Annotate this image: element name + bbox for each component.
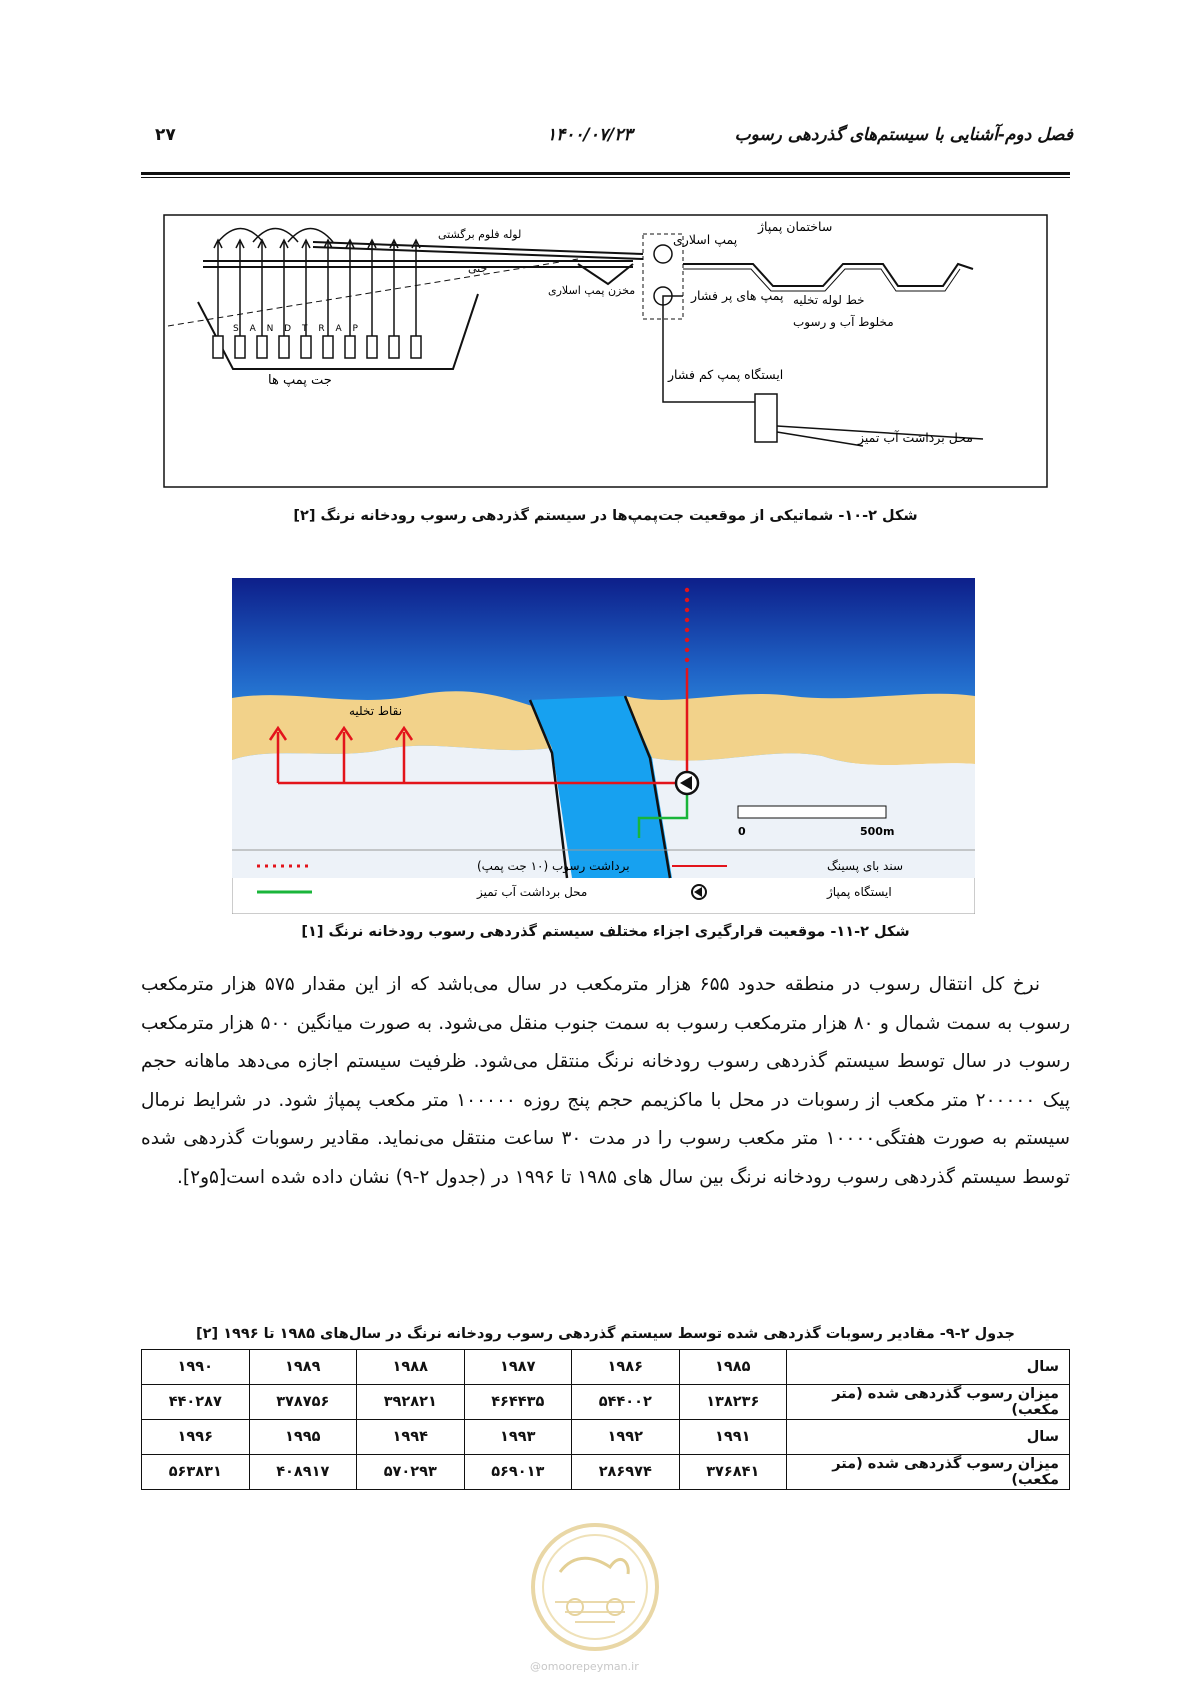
body-paragraph	[141, 966, 1070, 1197]
watermark-text: @omoorepeyman.ir	[530, 1660, 639, 1673]
value-cell: ۱۹۹۴	[357, 1420, 465, 1455]
label-pumphouse: ساختمان پمپاژ	[758, 219, 833, 234]
jet-pump-body	[235, 336, 245, 358]
scale-zero: 0	[738, 825, 746, 838]
value-cell: ۳۷۶۸۴۱	[679, 1455, 787, 1490]
publisher-logo	[520, 1512, 670, 1662]
header-date: ۱۴۰۰/۰۷/۲۳	[547, 125, 633, 145]
scale-max: 500m	[860, 825, 895, 838]
row-label-cell: سال	[787, 1350, 1070, 1385]
sediment-intake-dot	[685, 618, 689, 622]
legend-bypass: سند بای پسینگ	[827, 859, 904, 873]
value-cell: ۵۴۴۰۰۲	[572, 1385, 680, 1420]
paragraph-text: نرخ کل انتقال رسوب در منطقه حدود ۶۵۵ هزار مترمکعب در سال می‌باشد که از این مقدار ۵۷۵ هزار مترمکعب رسوب به سمت شمال و ۸۰ هزار مترمکعب رسوب به سمت جنوب منقل می‌شود. به صورت میانگین ۵۰۰ هزار مترمکعب رسوب در سال توسط سیستم گذردهی رسوب رودخانه نرنگ منتقل می‌شود. ظرفیت سیستم اجازه می‌دهد ماهانه حجم پیک ۲۰۰۰۰۰ متر مکعب از رسوبات در محل با ماکزیمم حجم پنج روزه ۱۰۰۰۰۰ متر مکعب پمپاژ شود. در شرایط نرمال سیستم به صورت هفتگی۱۰۰۰۰ متر مکعب رسوب را در مدت ۳۰ ساعت منتقل می‌نماید. مقادیر رسوبات گذردهی شده توسط سیستم گذردهی رسوب رودخانه نرنگ بین سال های ۱۹۸۵ تا ۱۹۹۶ در (جدول ۲-۹) نشان داده شده است[۵و۲].	[141, 974, 1071, 1188]
value-cell: ۱۳۸۲۳۶	[679, 1385, 787, 1420]
header-rule-thin	[141, 177, 1070, 178]
value-cell: ۳۹۲۸۲۱	[357, 1385, 465, 1420]
table-row	[142, 1420, 1070, 1455]
sediment-intake-dot	[685, 658, 689, 662]
label-return-pipe: لوله فلوم برگشتی	[438, 228, 522, 241]
jet-pump-body	[345, 336, 355, 358]
legend-clean-water: محل برداشت آب تمیز	[477, 885, 588, 899]
label-clean-water: محل برداشت آب تمیز	[858, 430, 973, 445]
sediment-intake-dot	[685, 598, 689, 602]
row-label-cell: میزان رسوب گذردهی شده (متر مکعب)	[787, 1385, 1070, 1420]
label-mix: مخلوط آب و رسوب	[793, 315, 894, 329]
system-layout-map	[232, 578, 975, 914]
jet-pump-body	[389, 336, 399, 358]
sediment-intake-dot	[685, 638, 689, 642]
value-cell: ۱۹۹۲	[572, 1420, 680, 1455]
value-cell: ۳۷۸۷۵۶	[249, 1385, 357, 1420]
value-cell: ۵۷۰۲۹۳	[357, 1455, 465, 1490]
label-lp-station: ایستگاه پمپ کم فشار	[668, 367, 784, 382]
value-cell: ۱۹۹۳	[464, 1420, 572, 1455]
chapter-title: فصل دوم-آشنایی با سیستم‌های گذردهی رسوب	[734, 125, 1073, 145]
label-jetty: جتی	[468, 262, 488, 275]
jet-pump-body	[411, 336, 421, 358]
page-number: ۲۷	[155, 125, 176, 145]
label-jet-pumps: جت پمپ ها	[268, 373, 332, 388]
row-label-cell: میزان رسوب گذردهی شده (متر مکعب)	[787, 1455, 1070, 1490]
value-cell: ۵۶۳۸۳۱	[142, 1455, 250, 1490]
value-cell: ۱۹۸۹	[249, 1350, 357, 1385]
sediment-intake-dot	[685, 588, 689, 592]
jet-pump-body	[213, 336, 223, 358]
jet-pump-schematic	[163, 214, 1048, 488]
value-cell: ۱۹۹۰	[142, 1350, 250, 1385]
sediment-intake-dot	[685, 628, 689, 632]
sediment-intake-dot	[685, 648, 689, 652]
label-discharge: خط لوله تخلیه	[793, 293, 865, 307]
value-cell: ۱۹۸۶	[572, 1350, 680, 1385]
table-row	[142, 1455, 1070, 1490]
label-sand-trap: S A N D T R A P	[233, 324, 362, 334]
value-cell: ۱۹۸۵	[679, 1350, 787, 1385]
sediment-table	[141, 1349, 1070, 1490]
jet-pump-body	[279, 336, 289, 358]
value-cell: ۴۰۸۹۱۷	[249, 1455, 357, 1490]
value-cell: ۱۹۸۸	[357, 1350, 465, 1385]
label-hp-pumps: پمپ های پر فشار	[691, 288, 784, 303]
label-discharge-points: نقاط تخلیه	[349, 704, 403, 718]
label-slurry-pump: پمپ اسلاری	[673, 232, 738, 247]
header-rule	[141, 172, 1070, 175]
legend-sediment: برداشت رسوب (۱۰ جت پمپ)	[477, 859, 630, 873]
row-label-cell: سال	[787, 1420, 1070, 1455]
figure2-caption: شکل ۲-۱۱- موقعیت قرارگیری اجزاء مختلف سیستم گذردهی رسوب رودخانه نرنگ [۱]	[301, 924, 910, 940]
jet-pump-body	[323, 336, 333, 358]
label-slurry-tank: مخزن پمپ اسلاری	[548, 284, 636, 297]
value-cell: ۱۹۹۱	[679, 1420, 787, 1455]
jet-pump-body	[257, 336, 267, 358]
value-cell: ۱۹۹۶	[142, 1420, 250, 1455]
value-cell: ۱۹۸۷	[464, 1350, 572, 1385]
table-row	[142, 1350, 1070, 1385]
value-cell: ۴۶۴۴۳۵	[464, 1385, 572, 1420]
value-cell: ۲۸۶۹۷۴	[572, 1455, 680, 1490]
value-cell: ۵۶۹۰۱۳	[464, 1455, 572, 1490]
sediment-intake-dot	[685, 608, 689, 612]
table-caption: جدول ۲-۹- مقادیر رسوبات گذردهی شده توسط سیستم گذردهی رسوب رودخانه نرنگ در سال‌های ۱۹۸۵ تا ۱۹۹۶ [۲]	[196, 1326, 1015, 1342]
jet-pump-body	[301, 336, 311, 358]
table-row	[142, 1385, 1070, 1420]
jet-pump-body	[367, 336, 377, 358]
legend-pump-station: ایستگاه پمپاژ	[827, 885, 892, 899]
value-cell: ۱۹۹۵	[249, 1420, 357, 1455]
figure1-caption: شکل ۲-۱۰- شماتیکی از موقعیت جت‌پمپ‌ها در سیستم گذردهی رسوب رودخانه نرنگ [۲]	[293, 508, 918, 524]
value-cell: ۴۴۰۲۸۷	[142, 1385, 250, 1420]
